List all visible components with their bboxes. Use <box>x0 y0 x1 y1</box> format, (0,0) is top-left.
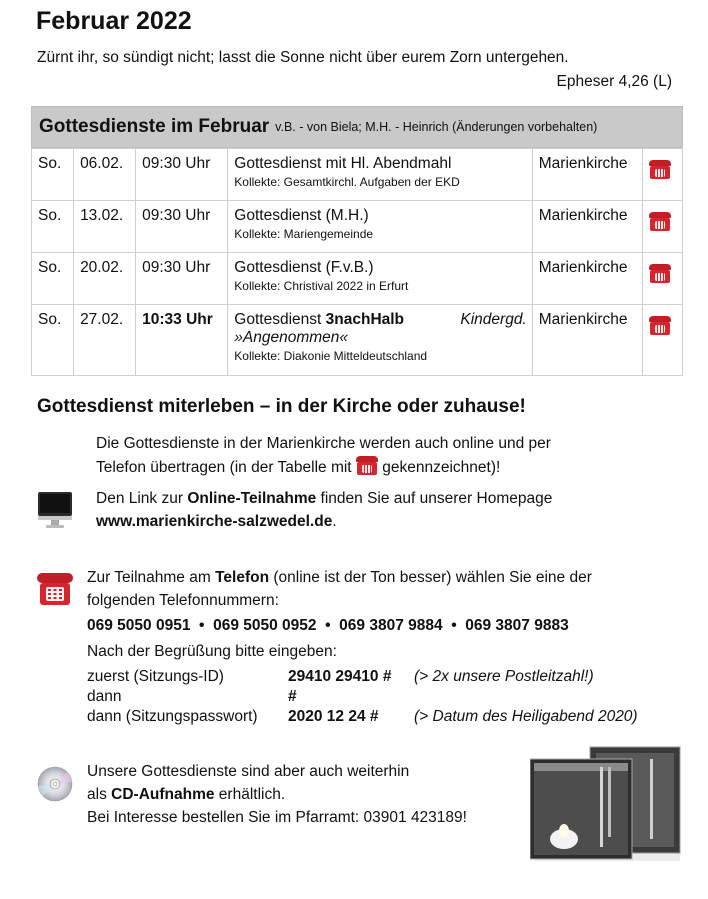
cd-line-3: Bei Interesse bestellen Sie im Pfarramt: 03901 423189! <box>87 809 467 826</box>
link-line-2: www.marienkirche-salzwedel.de. <box>96 513 337 530</box>
step-note: (> 2x unsere Postleitzahl!) <box>414 668 594 685</box>
services-note: v.B. - von Biela; M.H. - Heinrich (Änderungen vorbehalten) <box>275 120 598 134</box>
table-row <box>32 305 683 376</box>
collection-text: Kollekte: Mariengemeinde <box>234 227 374 241</box>
service-name-bold: 3nachHalb <box>325 311 405 328</box>
online-intro <box>96 432 551 479</box>
intro-line-2: Telefon übertragen (in der Tabelle mit gekennzeichnet)! <box>96 455 551 479</box>
phone-instructions <box>87 566 592 612</box>
cd-disc-icon <box>37 766 73 802</box>
telephone-icon <box>649 263 671 283</box>
cd-line-2: als CD-Aufnahme erhältlich. <box>87 786 286 803</box>
step-value: # <box>288 688 297 705</box>
online-link-text <box>96 487 552 533</box>
date-cell: 13.02. <box>74 201 136 253</box>
phone-cell <box>642 253 682 305</box>
day-cell: So. <box>32 253 74 305</box>
telephone-icon <box>649 211 671 231</box>
service-theme: »Angenommen« <box>234 329 349 346</box>
after-greeting-text: Nach der Begrüßung bitte eingeben: <box>87 643 337 660</box>
phone-cell <box>642 149 682 201</box>
time-cell: 09:30 Uhr <box>136 253 228 305</box>
day-cell: So. <box>32 201 74 253</box>
bible-verse: Zürnt ihr, so sündigt nicht; lasst die Sonne nicht über eurem Zorn untergehen. <box>37 49 569 66</box>
time-cell: 09:30 Uhr <box>136 149 228 201</box>
telephone-icon <box>356 455 378 475</box>
place-cell: Marienkirche <box>532 253 642 305</box>
service-title-line <box>234 311 526 329</box>
service-title: Gottesdienst (M.H.) <box>234 207 369 224</box>
service-cell <box>228 149 532 201</box>
collection-text: Kollekte: Christival 2022 in Erfurt <box>234 279 409 293</box>
section-heading: Gottesdienst miterleben – in der Kirche oder zuhause! <box>37 396 526 417</box>
step-label: dann (Sitzungspasswort) <box>87 708 258 725</box>
cd-text <box>87 760 467 829</box>
place-cell: Marienkirche <box>532 201 642 253</box>
phone-line-1: Zur Teilnahme am Telefon (online ist der Ton besser) wählen Sie eine der <box>87 569 592 586</box>
time-cell: 10:33 Uhr <box>136 305 228 376</box>
intro-line-1: Die Gottesdienste in der Marienkirche werden auch online und per <box>96 435 551 452</box>
service-prefix: Gottesdienst <box>234 311 322 328</box>
collection-text: Kollekte: Diakonie Mitteldeutschland <box>234 349 428 363</box>
services-heading: Gottesdienste im Februar <box>39 116 270 137</box>
cd-recording-label: CD-Aufnahme <box>111 786 215 803</box>
phone-cell <box>642 201 682 253</box>
services-table-header <box>31 106 683 148</box>
day-cell: So. <box>32 149 74 201</box>
kindergottesdienst-label: Kindergd. <box>460 311 527 328</box>
service-cell <box>228 253 532 305</box>
cd-line-1: Unsere Gottesdienste sind aber auch weiterhin <box>87 763 410 780</box>
homepage-link[interactable]: www.marienkirche-salzwedel.de <box>96 513 333 530</box>
phone-line-2: folgenden Telefonnummern: <box>87 592 279 609</box>
date-cell: 27.02. <box>74 305 136 376</box>
step-label: dann <box>87 688 122 705</box>
day-cell: So. <box>32 305 74 376</box>
date-cell: 06.02. <box>74 149 136 201</box>
step-value: 2020 12 24 # <box>288 708 379 725</box>
service-title <box>234 311 404 329</box>
place-cell: Marienkirche <box>532 149 642 201</box>
services-table <box>31 106 683 376</box>
step-label: zuerst (Sitzungs-ID) <box>87 668 224 685</box>
service-cell <box>228 201 532 253</box>
verse-reference: Epheser 4,26 (L) <box>556 73 672 90</box>
table-row <box>32 201 683 253</box>
step-value: 29410 29410 # <box>288 668 392 685</box>
telephone-icon <box>649 159 671 179</box>
time-cell: 09:30 Uhr <box>136 201 228 253</box>
service-cell <box>228 305 532 376</box>
telephone-label: Telefon <box>215 569 270 586</box>
cd-cases-image <box>530 745 682 863</box>
telephone-icon <box>649 315 671 335</box>
dial-steps <box>87 667 687 727</box>
service-title: Gottesdienst (F.v.B.) <box>234 259 374 276</box>
place-cell: Marienkirche <box>532 305 642 376</box>
service-title: Gottesdienst mit Hl. Abendmahl <box>234 155 452 172</box>
phone-cell <box>642 305 682 376</box>
step-note: (> Datum des Heiligabend 2020) <box>414 708 638 725</box>
page-title: Februar 2022 <box>36 7 192 35</box>
table-row <box>32 253 683 305</box>
link-line-1: Den Link zur Online-Teilnahme finden Sie auf unserer Homepage <box>96 490 553 507</box>
phone-numbers: 069 5050 0951 • 069 5050 0952 • 069 3807 9884 • 069 3807 9883 <box>87 617 569 634</box>
collection-text: Kollekte: Gesamtkirchl. Aufgaben der EKD <box>234 175 460 189</box>
table-row <box>32 149 683 201</box>
telephone-icon <box>37 571 73 607</box>
online-participation-label: Online-Teilnahme <box>187 490 317 507</box>
date-cell: 20.02. <box>74 253 136 305</box>
monitor-icon <box>37 491 73 529</box>
